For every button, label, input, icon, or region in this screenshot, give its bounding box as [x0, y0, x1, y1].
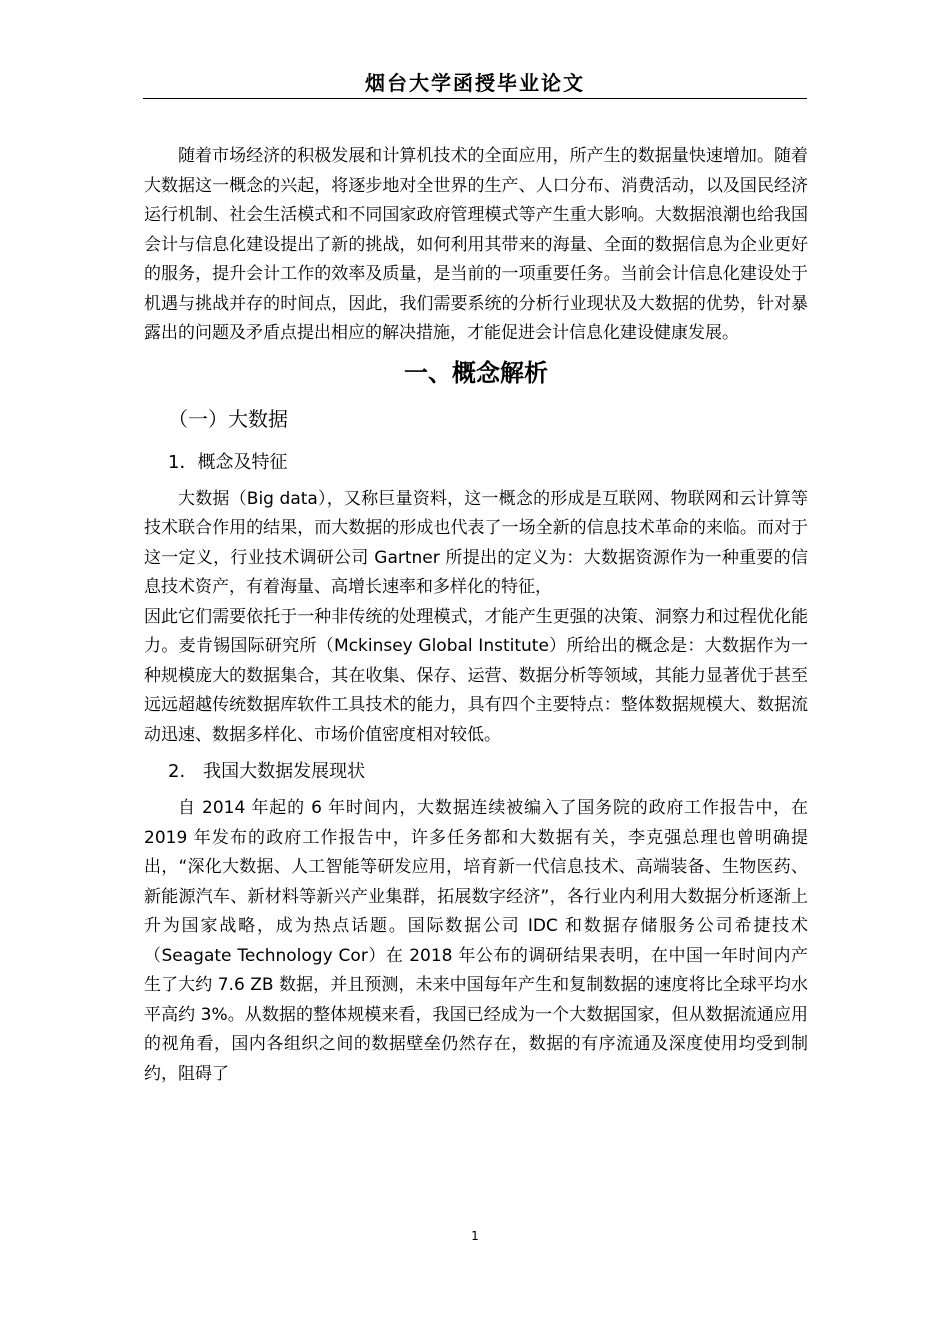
- page-body: [144, 142, 808, 1089]
- page-number: 1: [471, 1229, 479, 1243]
- intro-paragraph: 随着市场经济的积极发展和计算机技术的全面应用，所产生的数据量快速增加。随着大数据这一概念的兴起，将逐步地对全世界的生产、人口分布、消费活动，以及国民经济运行机制、社会生活模式和不同国家政府管理模式等产生重大影响。大数据浪潮也给我国会计与信息化建设提出了新的挑战，如何利用其带来的海量、全面的数据信息为企业更好的服务，提升会计工作的效率及质量，是当前的一项重要任务。当前会计信息化建设处于机遇与挑战并存的时间点，因此，我们需要系统的分析行业现状及大数据的优势，针对暴露出的问题及矛盾点提出相应的解决措施，才能促进会计信息化建设健康发展。: [144, 146, 808, 343]
- concept-paragraph-2: 因此它们需要依托于一种非传统的处理模式，才能产生更强的决策、洞察力和过程优化能力。麦肯锡国际研究所（Mckinsey Global Institute）所给出的概念是：大数据作为一种规模庞大的数据集合，其在收集、保存、运营、数据分析等领域，其能力显著优于甚至远远超越传统数据库软件工具技术的能力，具有四个主要特点：整体数据规模大、数据流动迅速、数据多样化、市场价值密度相对较低。: [144, 606, 808, 745]
- concept-paragraph-1: 大数据（Big data），又称巨量资料，这一概念的形成是互联网、物联网和云计算等技术联合作用的结果，而大数据的形成也代表了一场全新的信息技术革命的来临。而对于这一定义，行业技术调研公司 Gartner 所提出的定义为：大数据资源作为一种重要的信息技术资产，有着海量、高增长速率和多样化的特征，: [144, 488, 808, 597]
- header-rule: [143, 98, 807, 99]
- running-header-title: 烟台大学函授毕业论文: [365, 71, 585, 95]
- item-heading-status: 2. 我国大数据发展现状: [168, 761, 366, 782]
- item-heading-concept: 1．概念及特征: [168, 451, 288, 473]
- subsection-heading: （一）大数据: [168, 406, 288, 431]
- status-paragraph: 自 2014 年起的 6 年时间内，大数据连续被编入了国务院的政府工作报告中，在 2019 年发布的政府工作报告中，许多任务都和大数据有关，李克强总理也曾明确提出，“深化大数据、人工智能等研发应用，培育新一代信息技术、高端装备、生物医药、新能源汽车、新材料等新兴产业集群，拓展数字经济”，各行业内利用大数据分析逐渐上升为国家战略，成为热点话题。国际数据公司 IDC 和数据存储服务公司希捷技术（Seagate Technology Cor）在 2018 年公布的调研结果表明，在中国一年时间内产生了大约 7.6 ZB 数据，并且预测，未来中国每年产生和复制数据的速度将比全球平均水平高约 3%。从数据的整体规模来看，我国已经成为一个大数据国家，但从数据流通应用的视角看，国内各组织之间的数据壁垒仍然存在，数据的有序流通及深度使用均受到制约，阻碍了: [144, 798, 808, 1084]
- section-heading: 一、概念解析: [404, 358, 548, 387]
